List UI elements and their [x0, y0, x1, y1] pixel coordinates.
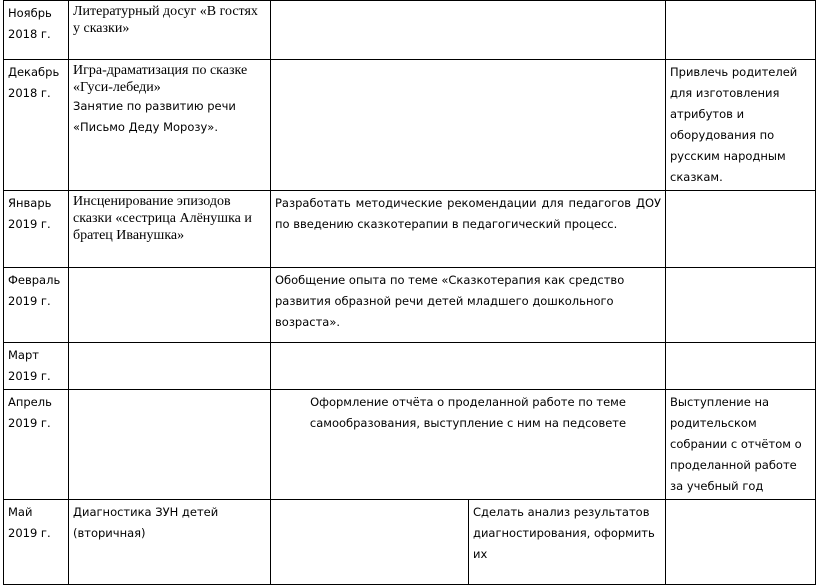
- activity-parents-cell: Привлечь родителей для изготовления атрибутов и оборудования по русским народным сказкам.: [666, 60, 816, 191]
- activity-children-cell: [69, 500, 271, 585]
- month-cell: Март 2019 г.: [4, 343, 69, 390]
- self-education-plan-table: [3, 0, 816, 585]
- activity-parents-cell: [666, 500, 816, 585]
- activity-children-cell: [69, 60, 271, 191]
- table-row: [4, 268, 816, 343]
- activity-parents-cell: [666, 191, 816, 268]
- month-cell: Май 2019 г.: [4, 500, 69, 585]
- activity-teachers-cell: [271, 343, 666, 390]
- table-row: [4, 60, 816, 191]
- table-row: [4, 343, 816, 390]
- month-cell: Ноябрь 2018 г.: [4, 1, 69, 60]
- activity-teachers-cell: [271, 1, 666, 60]
- activity-text: Инсценирование эпизодов сказки «сестрица Алёнушка и братец Иванушка»: [73, 194, 252, 243]
- activity-teachers-cell: Оформление отчёта о проделанной работе по теме самообразования, выступление с ним на педсовете: [271, 390, 666, 500]
- activity-teachers-cell: [271, 500, 469, 585]
- table-row: [4, 1, 816, 60]
- activity-teachers-cell: Разработать методические рекомендации для педагогов ДОУ по введению сказкотерапии в педагогический процесс.: [271, 191, 666, 268]
- table-row: [4, 500, 816, 585]
- activity-text: Диагностика ЗУН детей (вторичная): [73, 505, 219, 540]
- table-row: [4, 191, 816, 268]
- activity-children-cell: [69, 191, 271, 268]
- month-cell: Декабрь 2018 г.: [4, 60, 69, 191]
- table-row: [4, 390, 816, 500]
- activity-analysis-cell: Сделать анализ результатов диагностирования, оформить их: [469, 500, 666, 585]
- activity-teachers-cell: Обобщение опыта по теме «Сказкотерапия как средство развития образной речи детей младшего дошкольного возраста».: [271, 268, 666, 343]
- activity-teachers-cell: [271, 60, 666, 191]
- activity-children-cell: [69, 343, 271, 390]
- month-cell: Январь 2019 г.: [4, 191, 69, 268]
- activity-text: Игра-драматизация по сказке «Гуси-лебеди»: [73, 63, 248, 95]
- activity-children-cell: [69, 268, 271, 343]
- month-cell: Апрель 2019 г.: [4, 390, 69, 500]
- activity-text: Литературный досуг «В гостях у сказки»: [73, 4, 258, 36]
- activity-children-cell: [69, 1, 271, 60]
- activity-children-cell: [69, 390, 271, 500]
- month-cell: Февраль 2019 г.: [4, 268, 69, 343]
- activity-parents-cell: [666, 268, 816, 343]
- activity-parents-cell: [666, 343, 816, 390]
- activity-parents-cell: [666, 1, 816, 60]
- activity-text: Занятие по развитию речи «Письмо Деду Морозу».: [73, 99, 236, 134]
- activity-parents-cell: Выступление на родительском собрании с отчётом о проделанной работе за учебный год: [666, 390, 816, 500]
